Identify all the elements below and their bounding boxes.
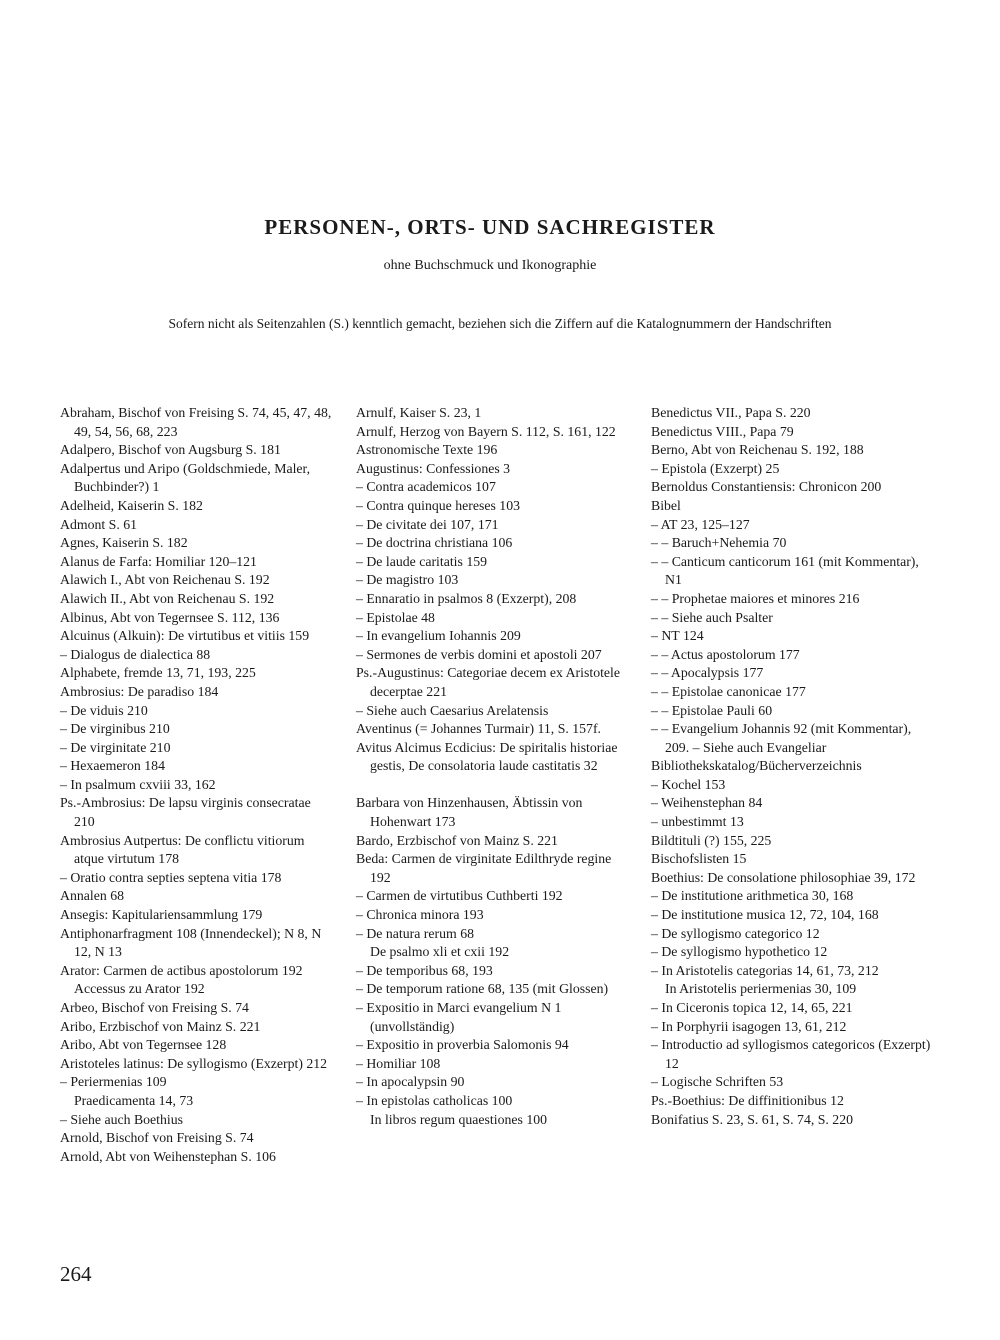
index-entry: – – Baruch+Nehemia 70 xyxy=(651,535,787,551)
index-entry: Ps.-Augustinus: Categoriae decem ex Aristotele decerptae 221 xyxy=(356,665,620,699)
index-entry: Praedicamenta 14, 73 xyxy=(74,1092,194,1108)
index-entry: Boethius: De consolatione philosophiae 39, 172 xyxy=(651,869,916,885)
index-entry: – De syllogismo categorico 12 xyxy=(651,925,820,941)
index-entry: Ps.-Ambrosius: De lapsu virginis consecratae 210 xyxy=(60,795,311,830)
index-entry: – – Epistolae canonicae 177 xyxy=(651,683,806,699)
index-entry: Alcuinus (Alkuin): De virtutibus et vitiis 159 xyxy=(60,628,310,644)
index-entry: Adalpertus und Aripo (Goldschmiede, Maler, Buchbinder?) 1 xyxy=(60,460,311,495)
index-entry: Bardo, Erzbischof von Mainz S. 221 xyxy=(356,832,558,848)
index-entry: Benedictus VII., Papa S. 220 xyxy=(651,405,811,420)
index-entry: In libros regum quaestiones 100 xyxy=(370,1111,548,1127)
index-entry: – Siehe auch Boethius xyxy=(60,1111,183,1127)
index-entry: – De magistro 103 xyxy=(356,572,459,588)
index-entry: Alawich II., Abt von Reichenau S. 192 xyxy=(60,590,275,606)
index-entry: Arator: Carmen de actibus apostolorum 192 xyxy=(60,962,303,978)
index-entry: – In evangelium Iohannis 209 xyxy=(356,628,521,644)
index-entry: – NT 124 xyxy=(651,628,704,644)
index-entry: Ambrosius: De paradiso 184 xyxy=(60,683,219,699)
index-entry: – Oratio contra septies septena vitia 178 xyxy=(60,869,282,885)
index-entry: Ps.-Boethius: De diffinitionibus 12 xyxy=(651,1092,844,1108)
index-entry: Bernoldus Constantiensis: Chronicon 200 xyxy=(651,479,882,495)
index-entry: Aribo, Abt von Tegernsee 128 xyxy=(60,1037,227,1053)
register-intro: Sofern nicht als Seitenzahlen (S.) kenntlich gemacht, beziehen sich die Ziffern auf die Katalognummern der Handschriften xyxy=(168,316,832,331)
index-entry: Adalpero, Bischof von Augsburg S. 181 xyxy=(60,442,281,458)
index-entry: – Kochel 153 xyxy=(651,776,726,792)
index-entry: Bischofslisten 15 xyxy=(651,851,747,867)
index-entry: – De virginitate 210 xyxy=(60,739,171,755)
index-entry: – In Porphyrii isagogen 13, 61, 212 xyxy=(651,1018,847,1034)
index-entry: – Homiliar 108 xyxy=(356,1055,441,1071)
index-entry: Accessus zu Arator 192 xyxy=(74,981,205,997)
index-entry: Adelheid, Kaiserin S. 182 xyxy=(60,497,203,513)
index-column-3 xyxy=(651,404,931,1129)
page-number: 264 xyxy=(60,1262,92,1286)
index-entry: – AT 23, 125–127 xyxy=(651,516,750,532)
index-entry: Aribo, Erzbischof von Mainz S. 221 xyxy=(60,1018,261,1034)
index-entry: – De temporum ratione 68, 135 (mit Glossen) xyxy=(356,981,609,997)
index-entry: – – Evangelium Johannis 92 (mit Kommentar), 209. – Siehe auch Evangeliar xyxy=(651,721,912,755)
index-entry: – In psalmum cxviii 33, 162 xyxy=(60,776,216,792)
index-entry: Alawich I., Abt von Reichenau S. 192 xyxy=(60,572,270,588)
index-entry: Ambrosius Autpertus: De conflictu vitiorum atque virtutum 178 xyxy=(60,832,305,867)
index-entry: In Aristotelis periermenias 30, 109 xyxy=(665,981,857,997)
index-entry: Admont S. 61 xyxy=(60,516,138,532)
index-entry: Barbara von Hinzenhausen, Äbtissin von Hohenwart 173 xyxy=(356,795,583,830)
index-entry: Aventinus (= Johannes Turmair) 11, S. 157f. xyxy=(356,721,602,737)
index-entry: – – Actus apostolorum 177 xyxy=(651,646,800,662)
index-entry: – unbestimmt 13 xyxy=(651,814,744,830)
index-entry: – Epistola (Exzerpt) 25 xyxy=(651,460,780,476)
index-entry: Abraham, Bischof von Freising S. 74, 45, 47, 48, 49, 54, 56, 68, 223 xyxy=(60,405,332,439)
index-entry: – Chronica minora 193 xyxy=(356,907,484,923)
index-entry: – In apocalypsin 90 xyxy=(356,1074,465,1090)
index-entry: Bonifatius S. 23, S. 61, S. 74, S. 220 xyxy=(651,1111,854,1127)
index-entry: – Carmen de virtutibus Cuthberti 192 xyxy=(356,888,563,904)
index-entry: – Sermones de verbis domini et apostoli 207 xyxy=(356,646,602,662)
index-entry: – – Epistolae Pauli 60 xyxy=(651,702,773,718)
index-entry: – De viduis 210 xyxy=(60,702,148,718)
index-entry: – – Apocalypsis 177 xyxy=(651,665,764,681)
index-entry: Bibliothekskatalog/Bücherverzeichnis xyxy=(651,758,862,774)
index-entry: Augustinus: Confessiones 3 xyxy=(356,460,511,476)
index-entry: Benedictus VIII., Papa 79 xyxy=(651,423,794,439)
index-entry: – – Canticum canticorum 161 (mit Kommentar), N1 xyxy=(651,553,919,588)
index-entry: – Weihenstephan 84 xyxy=(651,795,763,811)
index-entry: Ansegis: Kapitulariensammlung 179 xyxy=(60,907,263,923)
index-entry: – De virginibus 210 xyxy=(60,721,170,737)
index-entry: – Introductio ad syllogismos categoricos (Exzerpt) 12 xyxy=(651,1037,931,1071)
index-entry: – Expositio in Marci evangelium N 1 (unvollständig) xyxy=(356,1000,562,1034)
index-entry: Arnold, Abt von Weihenstephan S. 106 xyxy=(60,1148,276,1164)
index-entry: – In Aristotelis categorias 14, 61, 73, 212 xyxy=(651,962,879,978)
index-entry: Arnold, Bischof von Freising S. 74 xyxy=(60,1130,254,1146)
index-entry: – Contra academicos 107 xyxy=(356,479,496,495)
index-entry: Aristoteles latinus: De syllogismo (Exzerpt) 212 xyxy=(60,1055,328,1071)
index-entry: – – Prophetae maiores et minores 216 xyxy=(651,590,860,606)
index-entry: Astronomische Texte 196 xyxy=(356,442,498,458)
index-entry: Agnes, Kaiserin S. 182 xyxy=(60,535,188,551)
index-entry: – De temporibus 68, 193 xyxy=(356,962,493,978)
index-entry: – Siehe auch Caesarius Arelatensis xyxy=(356,702,549,718)
register-title: PERSONEN-, ORTS- UND SACHREGISTER xyxy=(264,215,716,239)
index-entry: Beda: Carmen de virginitate Edilthryde regine 192 xyxy=(356,851,612,885)
index-entry: De psalmo xli et cxii 192 xyxy=(370,944,510,960)
index-entry: Arbeo, Bischof von Freising S. 74 xyxy=(60,1000,249,1015)
index-entry: – In epistolas catholicas 100 xyxy=(356,1092,513,1108)
entry-gap xyxy=(356,776,626,795)
index-entry: – Periermenias 109 xyxy=(60,1074,167,1090)
index-entry: Annalen 68 xyxy=(60,888,124,904)
index-entry: Bildtituli (?) 155, 225 xyxy=(651,832,772,848)
index-entry: Avitus Alcimus Ecdicius: De spiritalis historiae gestis, De consolatoria laude castitatis 32 xyxy=(356,739,618,774)
index-entry: Berno, Abt von Reichenau S. 192, 188 xyxy=(651,442,864,458)
index-entry: – Expositio in proverbia Salomonis 94 xyxy=(356,1037,569,1053)
index-entry: – De syllogismo hypothetico 12 xyxy=(651,944,828,960)
index-entry: – De laude caritatis 159 xyxy=(356,553,488,569)
index-entry: Arnulf, Herzog von Bayern S. 112, S. 161, 122 xyxy=(356,423,616,439)
index-entry: Albinus, Abt von Tegernsee S. 112, 136 xyxy=(60,609,280,625)
register-subtitle: ohne Buchschmuck und Ikonographie xyxy=(383,258,597,273)
index-entry: – In Ciceronis topica 12, 14, 65, 221 xyxy=(651,1000,853,1015)
index-entry: Bibel xyxy=(651,497,681,513)
index-entry: – Dialogus de dialectica 88 xyxy=(60,646,211,662)
index-entry: – De institutione musica 12, 72, 104, 168 xyxy=(651,907,879,923)
index-entry: – Hexaemeron 184 xyxy=(60,758,165,774)
index-entry: – Epistolae 48 xyxy=(356,609,435,625)
index-entry: Arnulf, Kaiser S. 23, 1 xyxy=(356,405,482,420)
index-column-2 xyxy=(356,404,626,1129)
index-entry: – De natura rerum 68 xyxy=(356,925,474,941)
index-entry: Antiphonarfragment 108 (Innendeckel); N 8, N 12, N 13 xyxy=(60,925,322,960)
index-entry: – Ennaratio in psalmos 8 (Exzerpt), 208 xyxy=(356,590,577,606)
index-entry: Alphabete, fremde 13, 71, 193, 225 xyxy=(60,665,256,681)
index-column-1 xyxy=(60,404,332,1166)
index-entry: Alanus de Farfa: Homiliar 120–121 xyxy=(60,553,257,569)
index-entry: – Logische Schriften 53 xyxy=(651,1074,784,1090)
index-entry: – De civitate dei 107, 171 xyxy=(356,516,499,532)
index-entry: – De institutione arithmetica 30, 168 xyxy=(651,888,854,904)
index-entry: – – Siehe auch Psalter xyxy=(651,609,773,625)
index-entry: – Contra quinque hereses 103 xyxy=(356,497,520,513)
index-entry: – De doctrina christiana 106 xyxy=(356,535,513,551)
